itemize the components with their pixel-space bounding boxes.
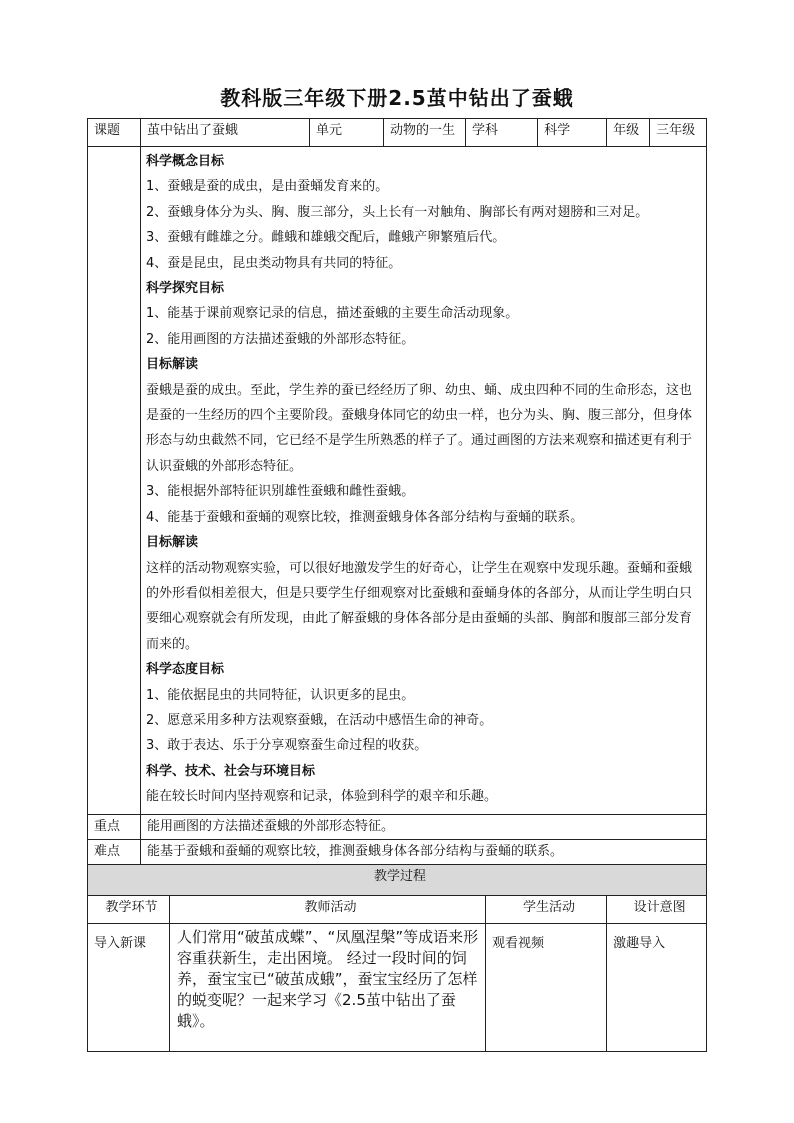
column-header-teacher: 教师活动 xyxy=(170,895,486,923)
objective-line: 2、愿意采用多种方法观察蚕蛾，在活动中感悟生命的神奇。 xyxy=(146,712,493,728)
objective-line: 3、敢于表达、乐于分享观察蚕生命过程的收获。 xyxy=(146,738,428,754)
objective-line: 2、蚕蛾身体分为头、胸、腹三部分，头上长有一对触角、胸部长有两对翅膀和三对足。 xyxy=(146,204,649,220)
objective-heading: 目标解读 xyxy=(146,357,199,373)
header-row xyxy=(88,119,707,147)
objective-line: 1、蚕蛾是蚕的成虫，是由蚕蛹发育来的。 xyxy=(146,179,389,195)
stage-text: 导入新课 xyxy=(94,935,147,951)
objectives-cell xyxy=(141,147,707,815)
objective-line: 3、蚕蛾有雌雄之分。雌蛾和雄蛾交配后，雌蛾产卵繁殖后代。 xyxy=(146,230,506,246)
unit-value: 动物的一生 xyxy=(384,119,466,147)
subject-label: 学科 xyxy=(466,119,538,147)
objective-line: 4、能基于蚕蛾和蚕蛹的观察比较，推测蚕蛾身体各部分结构与蚕蛹的联系。 xyxy=(146,509,584,525)
process-title: 教学过程 xyxy=(88,864,707,895)
key-point-label: 重点 xyxy=(88,814,141,839)
objective-line: 1、能基于课前观察记录的信息，描述蚕蛾的主要生命活动现象。 xyxy=(146,306,519,322)
difficult-point-label: 难点 xyxy=(88,839,141,864)
unit-label: 单元 xyxy=(310,119,384,147)
difficult-point-text: 能基于蚕蛾和蚕蛹的观察比较，推测蚕蛾身体各部分结构与蚕蛹的联系。 xyxy=(141,839,707,864)
column-header-intent: 设计意图 xyxy=(607,895,707,923)
objective-line: 2、能用画图的方法描述蚕蛾的外部形态特征。 xyxy=(146,331,415,347)
lesson-plan-table xyxy=(87,118,707,1052)
objectives-row xyxy=(88,147,707,815)
grade-label: 年级 xyxy=(607,119,650,147)
design-intent-cell xyxy=(607,923,707,1051)
topic-label: 课题 xyxy=(88,119,141,147)
objective-line: 蚕蛾是蚕的成虫。至此，学生养的蚕已经经历了卵、幼虫、蛹、成虫四种不同的生命形态，这也是蚕的一生经历的四个主要阶段。蚕蛾身体同它的幼虫一样，也分为头、胸、腹三部分，但身体形态与幼虫截然不同，它已经不是学生所熟悉的样子了。通过画图的方法来观察和描述更有利于认识蚕蛾的外部形态特征。 xyxy=(146,382,693,474)
process-row-intro xyxy=(88,923,707,1051)
objective-line: 3、能根据外部特征识别雄性蚕蛾和雌性蚕蛾。 xyxy=(146,484,415,500)
topic-value: 茧中钻出了蚕蛾 xyxy=(141,119,310,147)
process-title-row xyxy=(88,864,707,895)
objective-heading: 科学概念目标 xyxy=(146,154,225,169)
student-activity-cell xyxy=(486,923,607,1051)
objective-heading: 科学、技术、社会与环境目标 xyxy=(146,763,316,779)
subject-value: 科学 xyxy=(538,119,607,147)
column-header-student: 学生活动 xyxy=(486,895,607,923)
grade-value: 三年级 xyxy=(650,119,707,147)
objectives-list xyxy=(146,149,700,810)
objective-line: 4、蚕是昆虫，昆虫类动物具有共同的特征。 xyxy=(146,255,402,271)
objective-line: 这样的活动物观察实验，可以很好地激发学生的好奇心，让学生在观察中发现乐趣。蚕蛹和蚕蛾的外形看似相差很大，但是只要学生仔细观察对比蚕蛾和蚕蛹身体的各部分，从而让学生明白只要细心观察就会有所发现，由此了解蚕蛾的身体各部分是由蚕蛹的头部、胸部和腹部三部分发育而来的。 xyxy=(146,560,693,652)
column-header-stage: 教学环节 xyxy=(88,895,170,923)
key-point-row xyxy=(88,814,707,839)
page-title: 教科版三年级下册2.5茧中钻出了蚕蛾 xyxy=(220,86,574,110)
objective-line: 能在较长时间内坚持观察和记录，体验到科学的艰辛和乐趣。 xyxy=(146,789,498,805)
teacher-activity-text: 人们常用“破茧成蝶”、“凤凰涅槃”等成语来形容重获新生，走出困境。 经过一段时间的饲养，蚕宝宝已“破茧成蛾”，蚕宝宝经历了怎样的蜕变呢？一起来学习《2.5茧中钻出了蚕蛾》。 xyxy=(170,923,486,1051)
objectives-label-cell xyxy=(88,147,141,815)
objective-heading: 科学探究目标 xyxy=(146,281,225,297)
process-column-headers xyxy=(88,895,707,923)
objective-line: 1、能依据昆虫的共同特征，认识更多的昆虫。 xyxy=(146,687,415,703)
key-point-text: 能用画图的方法描述蚕蛾的外部形态特征。 xyxy=(141,814,707,839)
student-activity-text: 观看视频 xyxy=(492,935,545,951)
objective-heading: 目标解读 xyxy=(146,535,199,551)
objective-heading: 科学态度目标 xyxy=(146,662,225,678)
stage-cell xyxy=(88,923,170,1051)
design-intent-text: 激趣导入 xyxy=(613,935,666,951)
difficult-point-row xyxy=(88,839,707,864)
